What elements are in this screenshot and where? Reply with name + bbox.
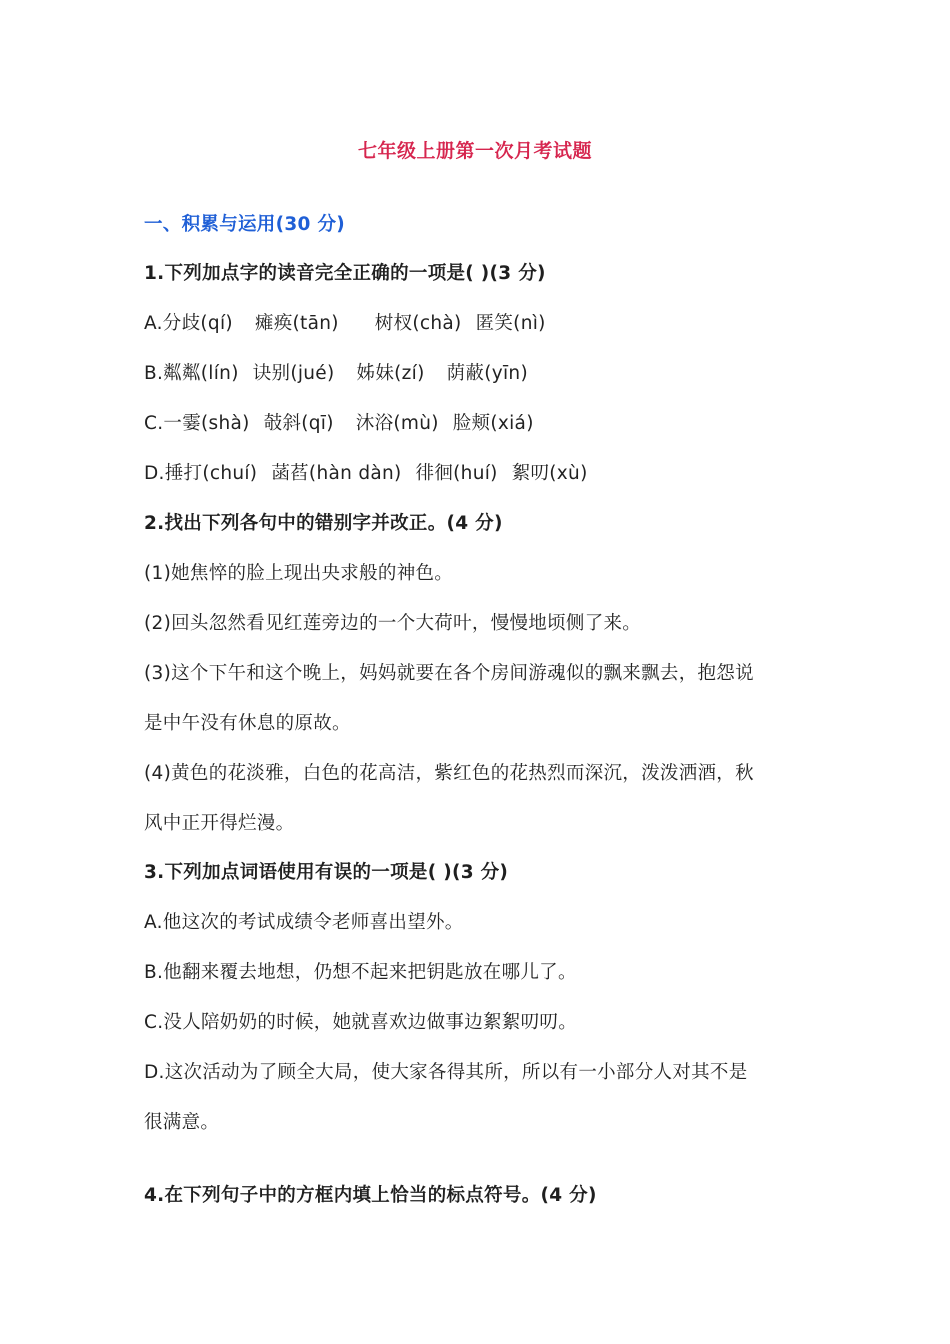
q1-d-word-3: 徘徊(huí) [415,463,498,484]
q2-sentence-1: (1)她焦悴的脸上现出央求般的神色。 [144,563,454,584]
q2-sentence-4-line-1: (4)黄色的花淡雅，白色的花高洁，紫红色的花热烈而深沉，泼泼洒酒，秋 [144,763,754,784]
q1-a-word-3: 树杈(chà) [374,313,462,334]
question-2-stem: 2.找出下列各句中的错别字并改正。(4 分) [144,513,503,534]
q1-c-word-3: 沐浴(mù) [355,413,439,434]
q3-option-d-line-1: D.这次活动为了顾全大局，使大家各得其所，所以有一小部分人对其不是 [144,1062,748,1083]
q1-option-b [144,361,824,387]
q2-sentence-2: (2)回头忽然看见红莲旁边的一个大荷叶，慢慢地顷侧了来。 [144,613,642,634]
q1-a-word-2: 瘫痪(tān) [254,313,339,334]
question-3-stem: 3.下列加点词语使用有误的一项是( )(3 分) [144,862,509,883]
q1-option-d [144,461,824,487]
q1-b-word-4: 荫蔽(yīn) [446,363,528,384]
q1-a-word-1: A.分歧(qí) [144,313,233,334]
q1-c-word-1: C.一霎(shà) [144,413,250,434]
q1-option-c [144,411,824,437]
q2-sentence-3-line-2: 是中午没有休息的原故。 [144,713,351,734]
q3-option-a: A.他这次的考试成绩令老师喜出望外。 [144,912,464,933]
q2-sentence-3-line-1: (3)这个下午和这个晚上，妈妈就要在各个房间游魂似的飘来飘去，抱怨说 [144,663,754,684]
q1-a-word-4: 匿笑(nì) [475,313,546,334]
q3-option-b: B.他翻来覆去地想，仍想不起来把钥匙放在哪儿了。 [144,962,577,983]
q1-b-word-1: B.粼粼(lín) [144,363,239,384]
document-title: 七年级上册第一次月考试题 [357,140,592,162]
q1-d-word-4: 絮叨(xù) [511,463,588,484]
question-1-stem: 1.下列加点字的读音完全正确的一项是( )(3 分) [144,263,546,284]
section-heading: 一、积累与运用(30 分) [144,214,345,235]
q1-b-word-3: 姊妹(zí) [356,363,425,384]
question-4-stem: 4.在下列句子中的方框内填上恰当的标点符号。(4 分) [144,1185,597,1206]
q3-option-c: C.没人陪奶奶的时候，她就喜欢边做事边絮絮叨叨。 [144,1012,577,1033]
q3-option-d-line-2: 很满意。 [144,1112,220,1133]
q1-b-word-2: 诀别(jué) [252,363,335,384]
q2-sentence-4-line-2: 风中正开得烂漫。 [144,813,295,834]
q1-c-word-4: 脸颊(xiá) [452,413,534,434]
q1-c-word-2: 攲斜(qī) [263,413,334,434]
q1-d-word-1: D.捶打(chuí) [144,463,258,484]
q1-option-a [144,311,824,337]
q1-d-word-2: 菡萏(hàn dàn) [271,463,402,484]
